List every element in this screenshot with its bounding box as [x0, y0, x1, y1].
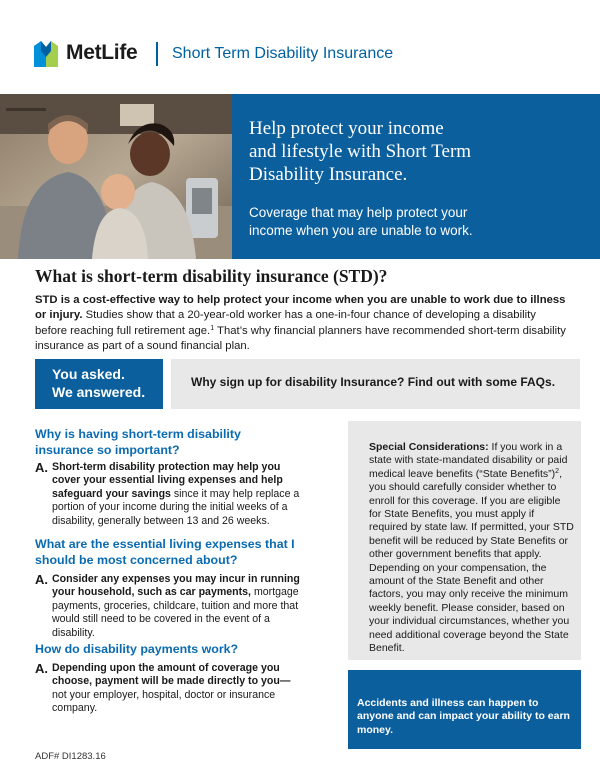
special-considerations-body: If you work in a state with state-mandated disability or paid medical leave benefits (“State Benefits”) [369, 441, 568, 480]
intro-body: That’s why financial planners have recommended short-term disability insurance as part of a sound financial plan. [35, 324, 566, 352]
answer-marker: A. [35, 460, 48, 475]
faq-question-line: Why is having short-term disability [35, 427, 241, 441]
faq-answer-body: not your employer, hospital, doctor or insurance company. [52, 688, 276, 715]
faq-question [35, 536, 335, 568]
intro-lead: STD is a cost-effective way to help protect your income when you are unable to work due to illness or injury. [35, 294, 566, 322]
intro-body: Studies show that a 20-year-old worker has a one-in-four chance of developing a disability before reaching full retirement age. [35, 309, 536, 337]
section-title: What is short-term disability insurance (STD)? [35, 266, 388, 286]
callout-text: Accidents and illness can happen to anyone and can impact your ability to earn money. [357, 697, 570, 736]
hero-headline [249, 117, 579, 186]
answer-marker: A. [35, 572, 48, 587]
special-considerations-text [369, 441, 575, 656]
document-code: ADF# DI1283.16 [35, 751, 106, 762]
faq-question-line: How do disability payments work? [35, 642, 239, 656]
faq-answer [52, 662, 307, 716]
hero-headline-line: and lifestyle with Short Term [249, 141, 472, 162]
hero-headline-line: Help protect your income [249, 118, 444, 139]
faq-answer [52, 573, 307, 640]
hero-subheadline [249, 204, 509, 240]
footnote-ref: 1 [210, 324, 215, 332]
header-divider [156, 42, 158, 66]
faq-question [35, 641, 335, 657]
asked-label: You asked. [52, 366, 125, 382]
brand-name: MetLife [66, 41, 138, 64]
faq-answer [52, 461, 307, 528]
faq-question-line: insurance so important? [35, 443, 180, 457]
faq-answer-lead: Depending upon the amount of coverage you choose, payment will be made directly to you— [52, 662, 291, 688]
hero-sub-line: Coverage that may help protect your [249, 205, 468, 220]
special-considerations-label: Special Considerations: [369, 441, 489, 453]
intro-paragraph [35, 293, 570, 354]
answered-label: We answered. [52, 384, 146, 400]
faq-answer-body: since it may help replace a portion of your income during the initial weeks of a disability, generally between 13 and 26 weeks. [52, 487, 300, 527]
footnote-ref: 2 [555, 467, 560, 475]
faq-prompt: Why sign up for disability Insurance? Find out with some FAQs. [191, 375, 556, 389]
faq-answer-lead: Consider any expenses you may incur in running your household, such as car payments, [52, 573, 300, 599]
faq-answer-lead: Short-term disability protection may help you cover your essential living expenses and help safeguard your savings [52, 461, 283, 500]
hero-sub-line: income when you are unable to work. [249, 223, 473, 238]
document-title: Short Term Disability Insurance [172, 45, 394, 62]
family-photo [0, 94, 232, 259]
answer-marker: A. [35, 661, 48, 676]
special-considerations-body: , you should carefully consider whether to enroll for this coverage. If you are eligible for State Benefits, you must apply if required by state law. If permitted, your STD benefit will be reduced by State Benefits or other government benefits that apply. Depending on your compensation, the amount of the State Benefit and other factors, you may only receive the minimum weekly benefit. Please consider, based on your individual circumstances, whether you need additional coverage beyond the State Benefit. [369, 467, 574, 655]
faq-question-line: should be most concerned about? [35, 553, 238, 567]
faq-answer-body: mortgage payments, groceries, childcare, tuition and more that would still need to be covered in the event of a disability. [52, 586, 299, 639]
hero-headline-line: Disability Insurance. [249, 164, 408, 185]
faq-question-line: What are the essential living expenses that I [35, 537, 295, 551]
metlife-logo-icon [34, 41, 58, 67]
faq-question [35, 426, 335, 458]
